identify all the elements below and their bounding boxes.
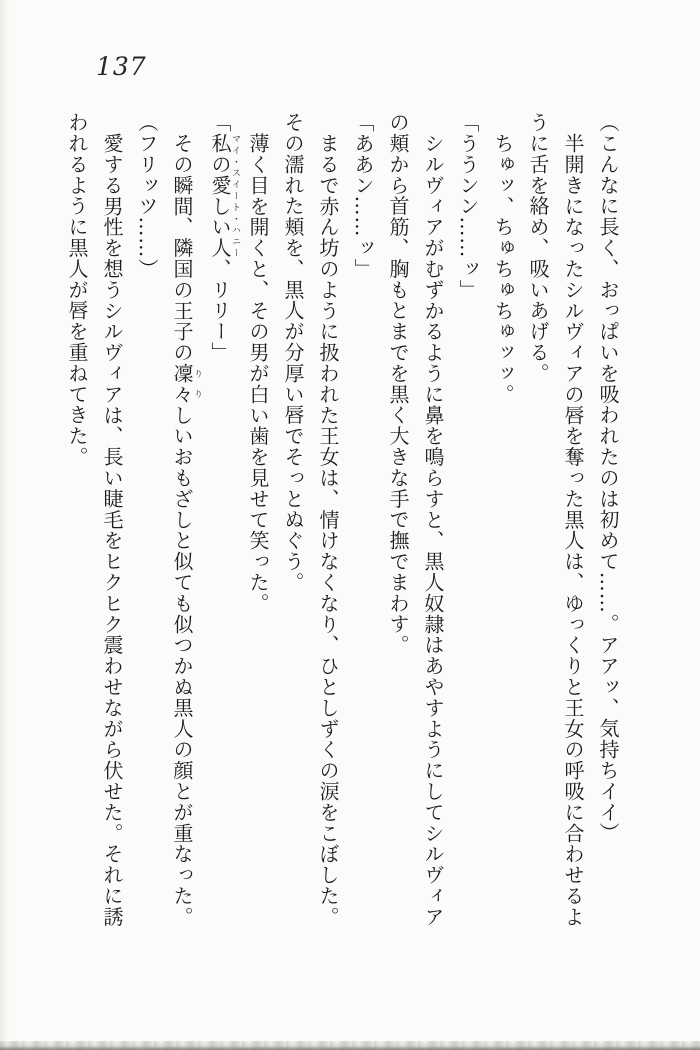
paragraph: まるで赤ん坊のように扱われた王女は、情けなくなり、ひとしずくの涙をこぼした。その濡れた頬を、黒人が分厚い唇でそっとぬぐう。: [281, 112, 340, 928]
paragraph: 「私の愛しい人マイ・スイート・ハニー、リリー」: [208, 112, 240, 363]
vertical-text-block: [59, 112, 625, 948]
furigana: りり: [192, 362, 202, 405]
paragraph: 半開きになったシルヴィアの唇を奪った黒人は、ゆっくりと王女の呼吸に合わせるように舌を絡め、吸いあげる。: [526, 112, 585, 928]
ruby-annotated-text: 私の愛しい人マイ・スイート・ハニー: [208, 132, 240, 259]
paragraph: （こんなに長く、おっぱいを吸われたのは初めて……。アアッ、気持ちイイ）: [596, 112, 620, 844]
paragraph: （フリッツ……）: [135, 112, 159, 280]
scan-bottom-edge: [0, 1041, 700, 1050]
paragraph: 「ううンン……ッ」: [456, 112, 480, 301]
paragraph: 薄く目を開くと、その男が白い歯を見せて笑った。: [246, 133, 270, 614]
page-number: 137: [96, 52, 147, 81]
paragraph: シルヴィアがむずかるように鼻を鳴らすと、黒人奴隷はあやすようにしてシルヴィアの頬から首筋、胸もとまでを黒く大きな手で撫でまわす。: [386, 112, 445, 928]
paragraph: ちゅッ、ちゅちゅちゅッッ。: [491, 133, 515, 405]
scan-left-edge: [0, 0, 10, 1050]
paragraph: その瞬間、隣国の王子の凜々りりしいおもざしと似ても似つかぬ黒人の顔とが重なった。: [170, 133, 202, 928]
paragraph: 愛する男性を想うシルヴィアは、長い睫毛をヒクヒク震わせながら伏せた。それに誘われるように黒人が唇を重ねてきた。: [65, 112, 124, 928]
paragraph: 「ああン……ッ」: [351, 112, 375, 280]
ruby-annotated-text: 凜々りり: [170, 362, 202, 405]
furigana: マイ・スイート・ハニー: [230, 132, 240, 259]
